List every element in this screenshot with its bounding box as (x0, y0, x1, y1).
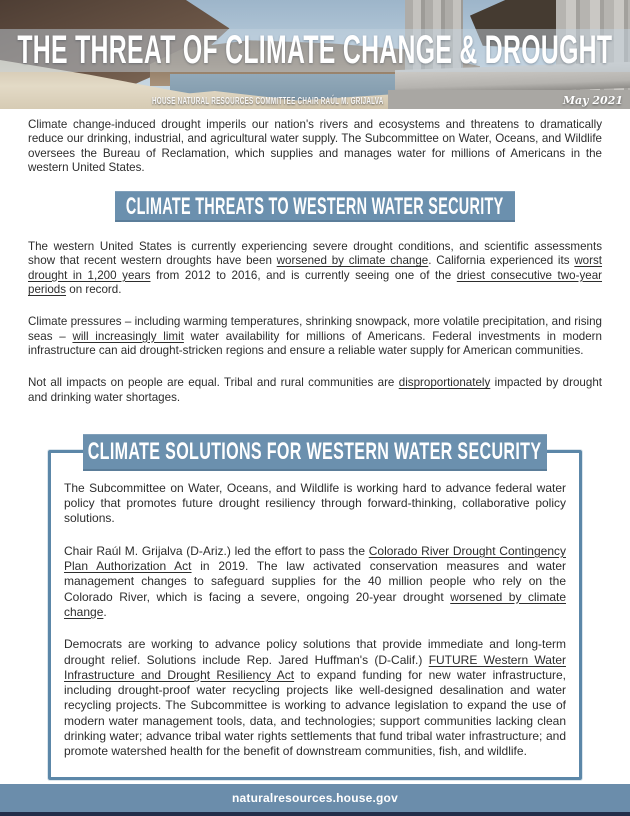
solutions-box (48, 438, 582, 780)
text-run: in 2019. The law activated conservation measures and water management changes to safeguard supplies for the 40 million people who rely on the Colorado River, which is facing a severe, ongoing 20-year drought (64, 559, 566, 604)
threats-paragraph (28, 240, 602, 297)
text-run: Democrats are working to advance policy solutions that provide immediate and long-term drought relief. Solutions include Rep. Jared Huffman's (D-Calif.) (64, 637, 566, 667)
text-run: from 2012 to 2016, and is currently seeing one of the (150, 268, 457, 282)
text-link[interactable]: worsened by climate change (276, 254, 429, 268)
threats-banner (115, 191, 515, 222)
header-photo (0, 0, 630, 109)
title-band (0, 29, 630, 72)
text-link[interactable]: worsened by climate change (64, 589, 567, 619)
threats-paragraph (28, 315, 602, 358)
solutions-banner (83, 434, 547, 471)
text-run: . (103, 604, 107, 619)
text-run: . California experienced its (428, 254, 575, 268)
threats-banner-title: CLIMATE THREATS TO WESTERN WATER SECURITY (126, 192, 504, 220)
solutions-paragraph (64, 544, 566, 620)
text-link[interactable]: Colorado River Drought Contingency Plan Authorization Act (64, 543, 566, 574)
text-link[interactable]: FUTURE Western Water Infrastructure and Drought Resiliency Act (64, 652, 566, 682)
text-link[interactable]: disproportionately (398, 376, 491, 390)
text-run: on record. (66, 283, 122, 297)
text-link[interactable]: driest consecutive two-year periods (28, 268, 603, 297)
website-link[interactable]: naturalresources.house.gov (232, 791, 398, 805)
footer-bar (0, 784, 630, 812)
text-run: impacted by drought and drinking water shortages. (28, 376, 602, 404)
intro-paragraph: Climate change-induced drought imperils our nation's rivers and ecosystems and threatens to dramatically reduce our drinking, industrial, and agricultural water supply. The Subcommittee on Water, Oceans, and Wildlife oversees the Bureau of Reclamation, which supplies and manages water for millions of Americans in the western United States. (28, 118, 602, 174)
solutions-paragraph (64, 481, 566, 527)
text-link[interactable]: will increasingly limit (72, 329, 184, 343)
threats-paragraph (28, 376, 602, 405)
text-run: Chair Raúl M. Grijalva (D-Ariz.) led the effort to pass the (64, 543, 369, 558)
text-run: The western United States is currently experiencing severe drought conditions, and scientific assessments show that recent western droughts have been (28, 240, 602, 268)
header-date: May 2021 (562, 94, 623, 107)
page-title: THE THREAT OF CLIMATE CHANGE & DROUGHT (17, 28, 613, 72)
text-run: to expand funding for new water infrastructure, including drought-proof water recycling projects like well-designed desalination and water recycling projects. The Subcommittee is working to advance legislation to expand the use of modern water management tools, data, and technologies; support communities lacking clean drinking water; advance tribal water rights settlements that fund tribal water infrastructure; and promote watershed health for the benefit of downstream communities, fish, and wildlife. (64, 667, 566, 759)
solutions-paragraph (64, 637, 566, 759)
text-run: water availability for millions of Americans. Federal investments in modern infrastructure can aid drought-stricken regions and ensure a reliable water supply for American communities. (28, 329, 602, 357)
solutions-banner-title: CLIMATE SOLUTIONS FOR WESTERN WATER SECURITY (88, 438, 542, 466)
header-subtitle: HOUSE NATURAL RESOURCES COMMITTEE CHAIR RAÚL M. GRIJALVA (152, 96, 384, 107)
text-run: The Subcommittee on Water, Oceans, and Wildlife is working hard to advance federal water policy that promotes future drought resiliency through forward-thinking, collaborative policy solutions. (64, 480, 566, 526)
footer-accent-strip (0, 812, 630, 816)
text-run: Not all impacts on people are equal. Tribal and rural communities are (28, 376, 399, 390)
text-run: Climate pressures – including warming temperatures, shrinking snowpack, more volatile precipitation, and rising seas – (28, 315, 602, 343)
text-link[interactable]: worst drought in 1,200 years (28, 254, 603, 282)
